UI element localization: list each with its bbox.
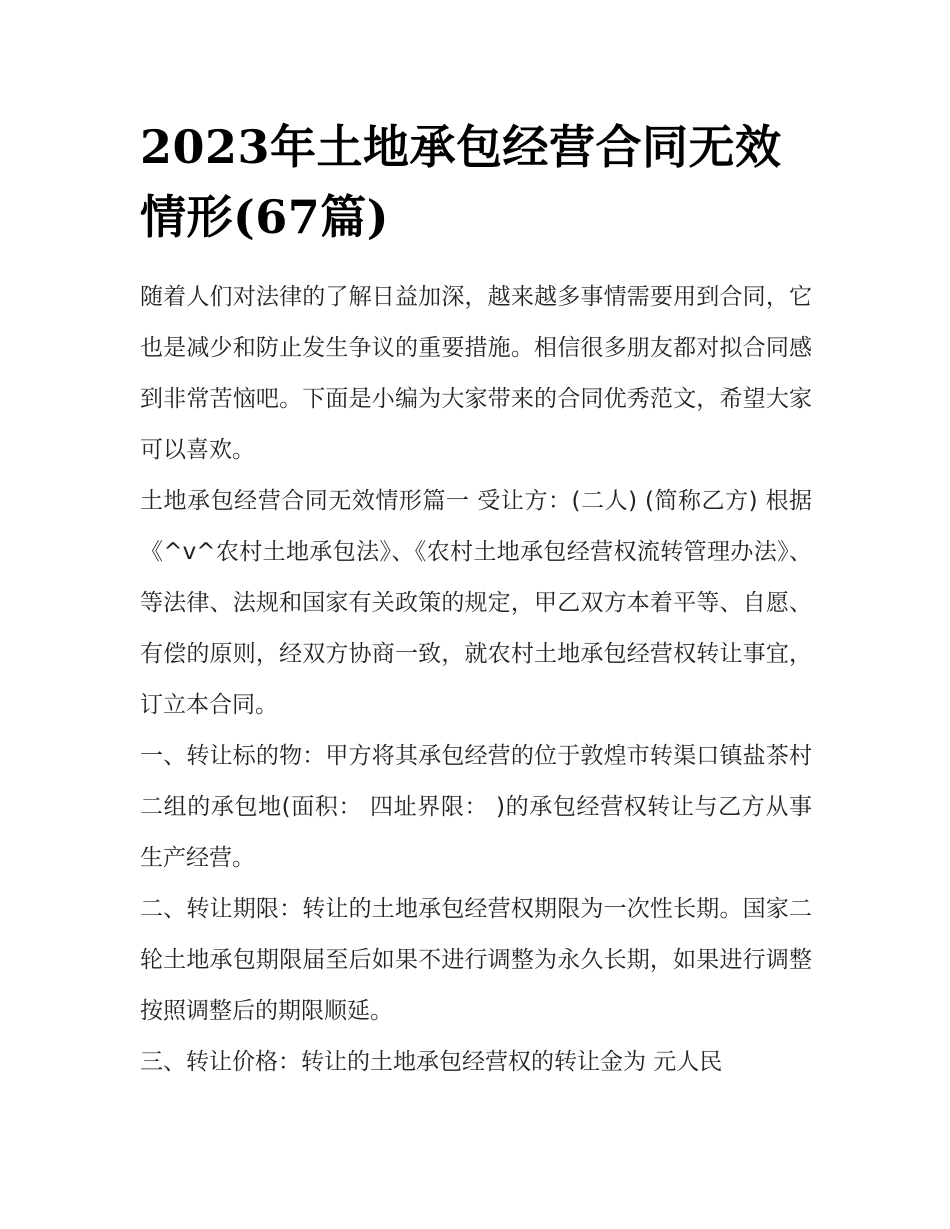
clause-term-paragraph: 二、转让期限：转让的土地承包经营权期限为一次性长期。国家二轮土地承包期限届至后如果不进行调整为永久长期，如果进行调整按照调整后的期限顺延。: [140, 896, 812, 1024]
intro-paragraph: 随着人们对法律的了解日益加深，越来越多事情需要用到合同，它也是减少和防止发生争议的重要措施。相信很多朋友都对拟合同感到非常苦恼吧。下面是小编为大家带来的合同优秀范文，希望大家可以喜欢。: [140, 284, 812, 463]
clause-price-paragraph: 三、转让价格：转让的土地承包经营权的转让金为 元人民: [140, 1049, 723, 1075]
clause-subject-paragraph: 一、转让标的物：甲方将其承包经营的位于敦煌市转渠口镇盐茶村二组的承包地(面积： 四址界限： )的承包经营权转让与乙方从事生产经营。: [140, 743, 812, 871]
document-body: [140, 112, 812, 1088]
document-title: 2023年土地承包经营合同无效情形(67篇): [140, 120, 782, 244]
contract-preamble-paragraph: 土地承包经营合同无效情形篇一 受让方：(二人) (简称乙方) 根据《^v^农村土地承包法》、《农村土地承包经营权流转管理办法》、等法律、法规和国家有关政策的规定，甲乙双方本着平等、自愿、有偿的原则，经双方协商一致，就农村土地承包经营权转让事宜，订立本合同。: [140, 488, 812, 718]
